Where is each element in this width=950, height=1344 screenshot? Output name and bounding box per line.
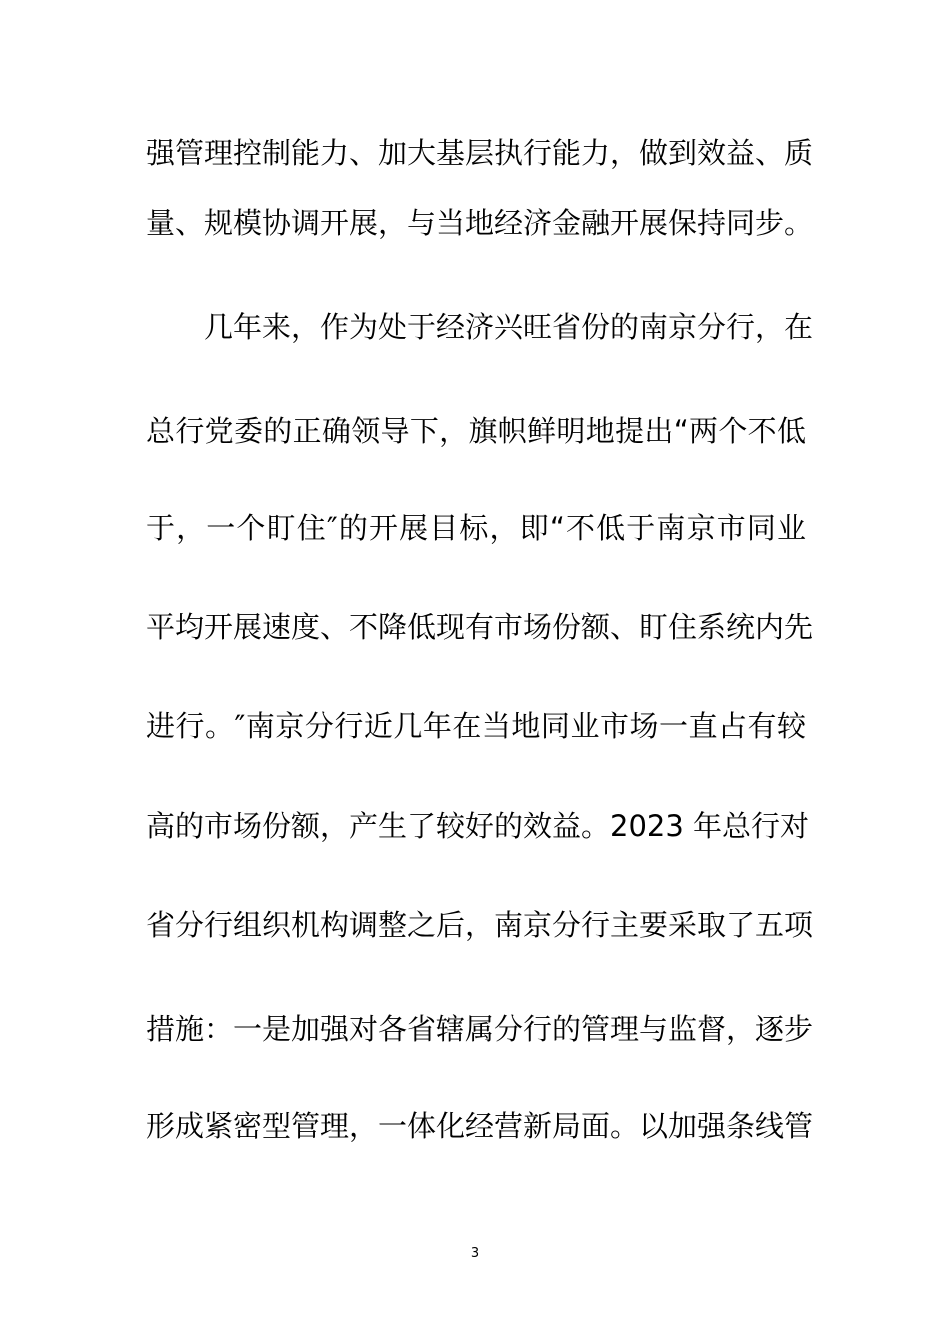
- text-line-1: 强管理控制能力、加大基层执行能力，做到效益、质: [146, 136, 814, 170]
- text-line-6: 平均开展速度、不降低现有市场份额、盯住系统内先: [146, 610, 814, 644]
- text-line-4: 总行党委的正确领导下，旗帜鲜明地提出“两个不低: [146, 414, 806, 448]
- text-line-8: 高的市场份额，产生了较好的效益。2023 年总行对: [146, 809, 810, 843]
- text-line-9: 省分行组织机构调整之后，南京分行主要采取了五项: [146, 908, 814, 942]
- text-line-2: 量、规模协调开展，与当地经济金融开展保持同步。: [146, 206, 814, 240]
- text-line-10: 措施：一是加强对各省辖属分行的管理与监督，逐步: [146, 1012, 814, 1046]
- text-line-7: 进行。″南京分行近几年在当地同业市场一直占有较: [146, 709, 806, 743]
- text-line-3: 几年来，作为处于经济兴旺省份的南京分行，在: [204, 310, 814, 344]
- page-number: 3: [470, 1246, 480, 1261]
- text-line-5: 于，一个盯住″的开展目标，即“不低于南京市同业: [146, 511, 806, 545]
- text-line-11: 形成紧密型管理，一体化经营新局面。以加强条线管: [146, 1109, 814, 1143]
